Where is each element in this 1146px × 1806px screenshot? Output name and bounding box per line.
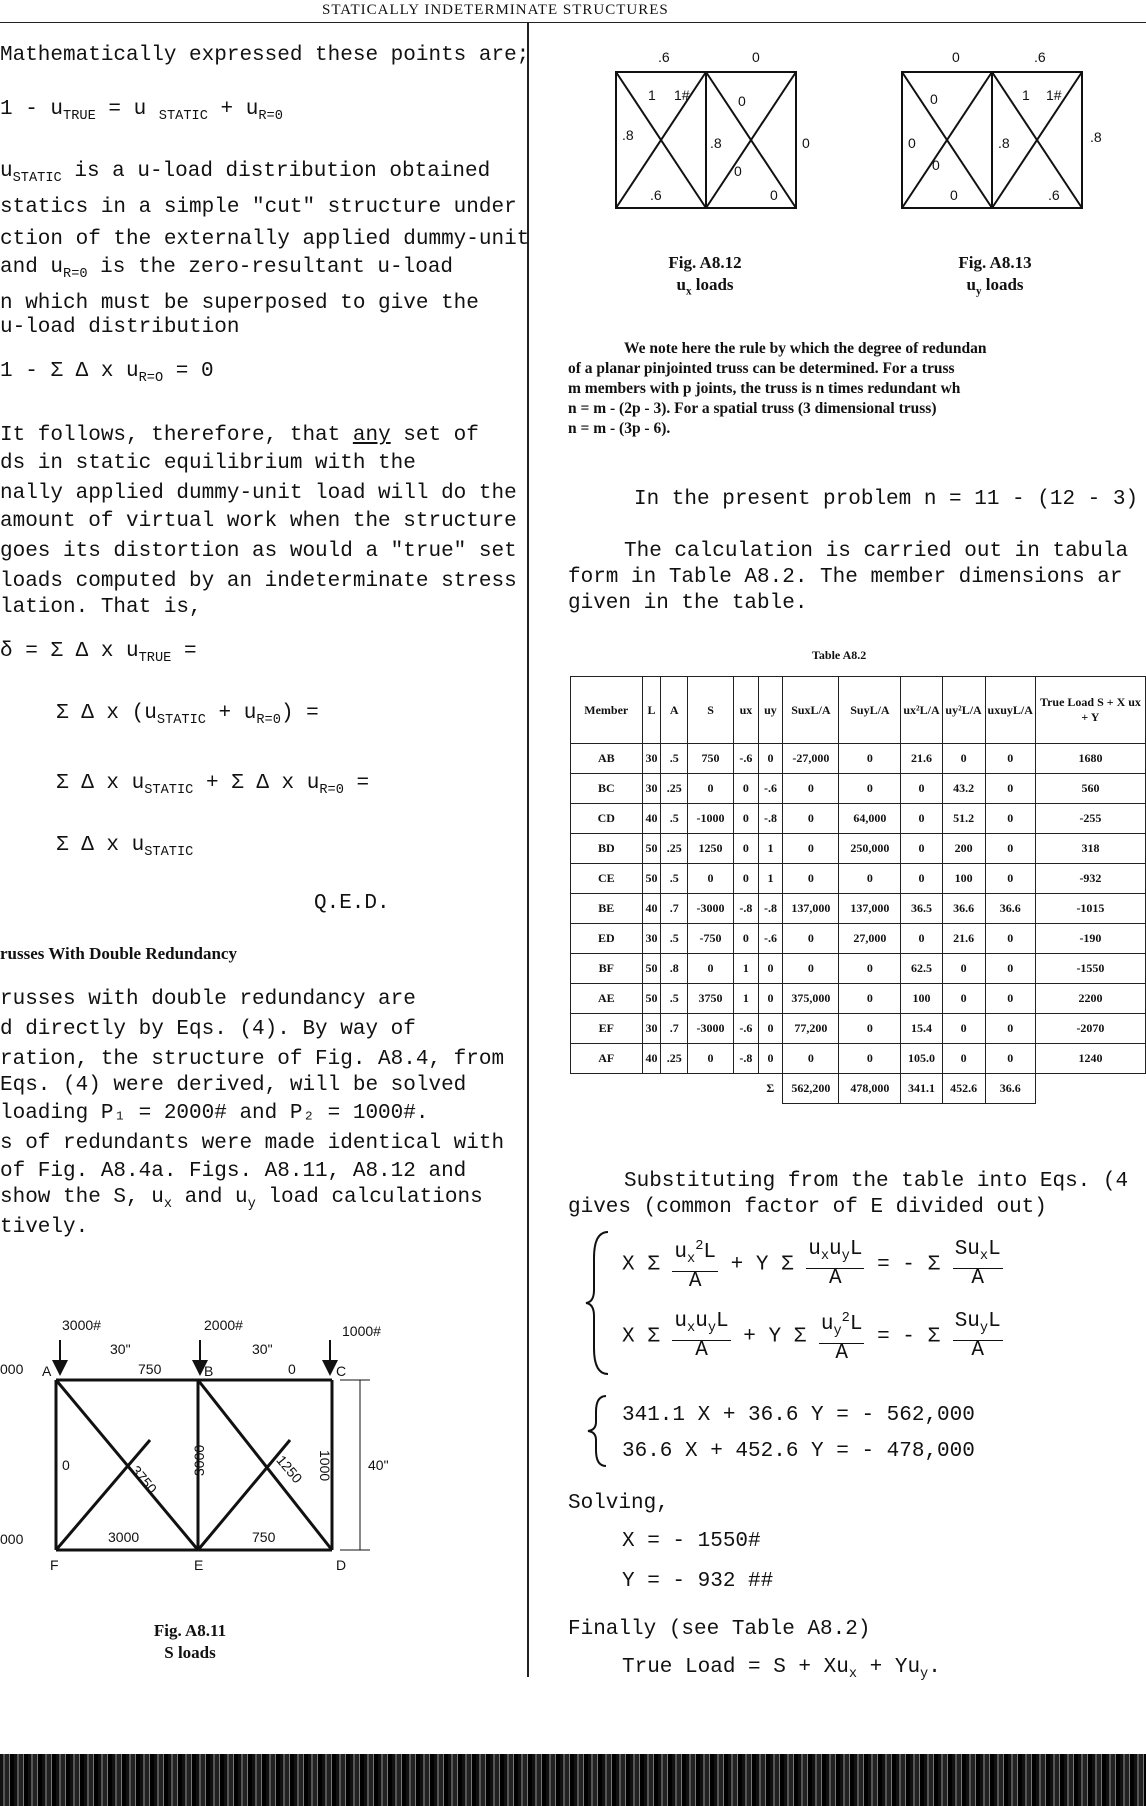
table-row bbox=[571, 834, 1146, 864]
table-cell: 0 bbox=[783, 834, 839, 864]
matrix-eq-row-2: X Σ $\frac{u_xu_yL}{A}$ + Y Σ $\frac{u_y^2L}{A}$ = - Σ $\frac{Su_yL}{A}$ bbox=[622, 1310, 1001, 1366]
virtual-work-eq-1: δ = Σ Δ x $u_{TRUE}$ = bbox=[0, 640, 197, 667]
table-cell: 1 bbox=[734, 954, 759, 984]
table-cell: -750 bbox=[687, 924, 733, 954]
table-cell: 0 bbox=[901, 774, 942, 804]
member-label: 3750 bbox=[127, 1462, 161, 1497]
table-cell: .25 bbox=[661, 834, 688, 864]
col-header: L bbox=[642, 677, 661, 744]
table-cell: 50 bbox=[642, 864, 661, 894]
table-cell: 0 bbox=[758, 954, 783, 984]
table-cell: 375,000 bbox=[783, 984, 839, 1014]
fig-label: .8 bbox=[998, 135, 1010, 151]
table-row bbox=[571, 864, 1146, 894]
table-cell: .5 bbox=[661, 804, 688, 834]
table-cell: 40 bbox=[642, 894, 661, 924]
fig-a8-12-truss bbox=[600, 48, 820, 208]
table-cell: -190 bbox=[1035, 924, 1145, 954]
fig-label: 0 bbox=[802, 135, 810, 151]
rule-line-5: n = m - (3p - 6). bbox=[568, 420, 671, 437]
col-header: SuxL/A bbox=[783, 677, 839, 744]
table-cell: 0 bbox=[901, 924, 942, 954]
table-row bbox=[571, 894, 1146, 924]
table-row bbox=[571, 984, 1146, 1014]
table-cell: .5 bbox=[661, 984, 688, 1014]
sum-cell: 478,000 bbox=[839, 1074, 901, 1104]
table-cell: 0 bbox=[839, 1014, 901, 1044]
table-cell: -932 bbox=[1035, 864, 1145, 894]
dim-label: 30" bbox=[110, 1341, 131, 1357]
table-cell: 0 bbox=[758, 984, 783, 1014]
rule-line-2: of a planar pinjointed truss can be determined. For a truss bbox=[568, 360, 955, 377]
para-line-2: d directly by Eqs. (4). By way of bbox=[0, 1018, 416, 1041]
member-label: 0 bbox=[62, 1457, 70, 1473]
para-line-6: s of redundants were made identical with bbox=[0, 1132, 505, 1155]
table-cell: 0 bbox=[839, 774, 901, 804]
table-row bbox=[571, 1044, 1146, 1074]
table-cell: BC bbox=[571, 774, 643, 804]
true-load-formula: True Load = $S + Xu_x + Yu_y$. bbox=[622, 1656, 941, 1683]
table-cell: 137,000 bbox=[783, 894, 839, 924]
solving-label: Solving, bbox=[568, 1492, 669, 1515]
table-cell: -1015 bbox=[1035, 894, 1145, 924]
table-cell: 0 bbox=[734, 804, 759, 834]
col-header: SuyL/A bbox=[839, 677, 901, 744]
left-line-5: ction of the externally applied dummy-unit bbox=[0, 228, 530, 251]
table-cell: 0 bbox=[687, 954, 733, 984]
table-cell: 30 bbox=[642, 1014, 661, 1044]
fig-label: 1# bbox=[1046, 87, 1062, 103]
table-cell: .7 bbox=[661, 894, 688, 924]
present-problem: In the present problem n = 11 - (12 - 3) bbox=[634, 488, 1139, 511]
reaction-label: 000 bbox=[0, 1361, 24, 1377]
table-cell: 200 bbox=[942, 834, 985, 864]
table-cell: -27,000 bbox=[783, 744, 839, 774]
finally-line: Finally (see Table A8.2) bbox=[568, 1618, 871, 1641]
table-cell: 50 bbox=[642, 954, 661, 984]
subst-line-1: Substituting from the table into Eqs. (4 bbox=[624, 1170, 1129, 1193]
fig-label: .6 bbox=[1048, 187, 1060, 203]
running-header bbox=[0, 0, 1146, 23]
fig-label: .8 bbox=[622, 127, 634, 143]
para-line-1: russes with double redundancy are bbox=[0, 988, 416, 1011]
table-cell: 0 bbox=[942, 954, 985, 984]
table-cell: 0 bbox=[783, 1044, 839, 1074]
table-cell: 21.6 bbox=[942, 924, 985, 954]
left-brace-2 bbox=[584, 1392, 614, 1472]
fig-a8-13-truss bbox=[886, 48, 1106, 208]
fig-label: 0 bbox=[908, 135, 916, 151]
calc-line-3: given in the table. bbox=[568, 592, 808, 615]
table-cell: 0 bbox=[839, 954, 901, 984]
table-cell: 0 bbox=[942, 984, 985, 1014]
table-cell: 0 bbox=[734, 924, 759, 954]
equation-u-true: $1 - u_{TRUE} = u$ $_{STATIC} + u_{R=0}$ bbox=[0, 98, 283, 125]
table-cell: 40 bbox=[642, 804, 661, 834]
table-cell: 0 bbox=[985, 834, 1035, 864]
sum-cell: 36.6 bbox=[985, 1074, 1035, 1104]
column-divider bbox=[527, 22, 529, 1677]
table-cell: 0 bbox=[687, 864, 733, 894]
left-line-14: goes its distortion as would a "true" set bbox=[0, 540, 517, 563]
left-line-1: Mathematically expressed these points are; bbox=[0, 44, 530, 67]
table-cell: 100 bbox=[901, 984, 942, 1014]
col-header: ux²L/A bbox=[901, 677, 942, 744]
left-line-8: u-load distribution bbox=[0, 316, 240, 339]
table-cell: 0 bbox=[758, 1014, 783, 1044]
table-cell: 0 bbox=[985, 744, 1035, 774]
calc-line-2: form in Table A8.2. The member dimensions ar bbox=[568, 566, 1123, 589]
equation-sum-zero: 1 - Σ Δ x $u_{R=O} = 0$ bbox=[0, 360, 214, 387]
table-cell: 0 bbox=[734, 774, 759, 804]
table-cell: ED bbox=[571, 924, 643, 954]
fig-label: .8 bbox=[1090, 129, 1102, 145]
solution-y: Y = - 932 ## bbox=[622, 1570, 774, 1593]
left-line-13: amount of virtual work when the structure bbox=[0, 510, 517, 533]
table-cell: 0 bbox=[985, 924, 1035, 954]
reaction-label: 000 bbox=[0, 1531, 24, 1547]
table-cell: EF bbox=[571, 1014, 643, 1044]
table-header-row bbox=[571, 677, 1146, 744]
table-cell: -.6 bbox=[758, 924, 783, 954]
fig-a8-13-caption: Fig. A8.13 $u_y$ loads bbox=[958, 253, 1032, 298]
table-cell: 3750 bbox=[687, 984, 733, 1014]
fig-label: 0 bbox=[950, 187, 958, 203]
table-cell: -.8 bbox=[758, 804, 783, 834]
member-ce-part bbox=[198, 1440, 290, 1550]
col-header: Member bbox=[571, 677, 643, 744]
table-cell: 0 bbox=[734, 864, 759, 894]
table-cell: 560 bbox=[1035, 774, 1145, 804]
table-cell: BE bbox=[571, 894, 643, 924]
table-cell: 0 bbox=[901, 834, 942, 864]
table-cell: 30 bbox=[642, 924, 661, 954]
table-cell: -255 bbox=[1035, 804, 1145, 834]
col-header: ux bbox=[734, 677, 759, 744]
node-label: A bbox=[42, 1363, 52, 1379]
table-cell: 64,000 bbox=[839, 804, 901, 834]
table-cell: BD bbox=[571, 834, 643, 864]
table-cell: 1680 bbox=[1035, 744, 1145, 774]
qed: Q.E.D. bbox=[314, 892, 390, 915]
table-cell: 62.5 bbox=[901, 954, 942, 984]
table-cell: 27,000 bbox=[839, 924, 901, 954]
table-cell: 0 bbox=[942, 1014, 985, 1044]
member-label: 750 bbox=[138, 1361, 162, 1377]
table-cell: 0 bbox=[734, 834, 759, 864]
table-row bbox=[571, 744, 1146, 774]
table-row bbox=[571, 804, 1146, 834]
left-line-7: n which must be superposed to give the bbox=[0, 292, 479, 315]
table-cell: -.6 bbox=[758, 774, 783, 804]
col-header: uy²L/A bbox=[942, 677, 985, 744]
left-line-16: lation. That is, bbox=[0, 596, 202, 619]
col-header: uy bbox=[758, 677, 783, 744]
table-cell: 40 bbox=[642, 1044, 661, 1074]
numeric-eq-2: 36.6 X + 452.6 Y = - 478,000 bbox=[622, 1440, 975, 1463]
para-line-5: loading P₁ = 2000# and P₂ = 1000#. bbox=[0, 1102, 429, 1125]
table-cell: 0 bbox=[839, 864, 901, 894]
subst-line-2: gives (common factor of E divided out) bbox=[568, 1196, 1047, 1219]
table-cell: CE bbox=[571, 864, 643, 894]
table-cell: 36.6 bbox=[985, 894, 1035, 924]
table-cell: 1240 bbox=[1035, 1044, 1145, 1074]
col-header: True Load S + X ux + Y bbox=[1035, 677, 1145, 744]
para-line-8: show the S, $u_x$ and $u_y$ load calculations bbox=[0, 1186, 483, 1213]
rule-line-4: n = m - (2p - 3). For a spatial truss (3 dimensional truss) bbox=[568, 400, 937, 417]
table-row bbox=[571, 1014, 1146, 1044]
member-label: 1250 bbox=[273, 1451, 306, 1487]
table-cell: 0 bbox=[985, 1014, 1035, 1044]
table-cell: 0 bbox=[783, 804, 839, 834]
table-cell: 0 bbox=[758, 744, 783, 774]
table-cell: .25 bbox=[661, 1044, 688, 1074]
table-cell: 318 bbox=[1035, 834, 1145, 864]
left-brace bbox=[584, 1228, 614, 1378]
sum-cell: 452.6 bbox=[942, 1074, 985, 1104]
table-cell: 0 bbox=[783, 864, 839, 894]
fig-label: 0 bbox=[734, 163, 742, 179]
table-cell: 0 bbox=[985, 864, 1035, 894]
fig-label: 0 bbox=[738, 93, 746, 109]
calc-line-1: The calculation is carried out in tabula bbox=[624, 540, 1129, 563]
table-cell: -.6 bbox=[734, 1014, 759, 1044]
sum-cell: 562,200 bbox=[783, 1074, 839, 1104]
table-cell: CD bbox=[571, 804, 643, 834]
table-cell: 1 bbox=[734, 984, 759, 1014]
left-line-4: statics in a simple "cut" structure under bbox=[0, 196, 517, 219]
table-cell: 0 bbox=[839, 1044, 901, 1074]
dim-label: 40" bbox=[368, 1457, 389, 1473]
section-heading: russes With Double Redundancy bbox=[0, 944, 237, 963]
table-cell: 77,200 bbox=[783, 1014, 839, 1044]
left-line-15: loads computed by an indeterminate stress bbox=[0, 570, 517, 593]
table-cell: 0 bbox=[901, 804, 942, 834]
table-cell: 0 bbox=[783, 954, 839, 984]
table-cell: 0 bbox=[758, 1044, 783, 1074]
table-cell: 1 bbox=[758, 864, 783, 894]
table-cell: 15.4 bbox=[901, 1014, 942, 1044]
table-cell: 2200 bbox=[1035, 984, 1145, 1014]
table-cell: BF bbox=[571, 954, 643, 984]
para-line-9: tively. bbox=[0, 1216, 89, 1239]
table-cell: 0 bbox=[901, 864, 942, 894]
table-cell: 0 bbox=[985, 954, 1035, 984]
load-label: 2000# bbox=[204, 1317, 243, 1333]
member-label: 3000 bbox=[108, 1529, 140, 1545]
numeric-eq-1: 341.1 X + 36.6 Y = - 562,000 bbox=[622, 1404, 975, 1427]
scan-noise-band bbox=[0, 1754, 1146, 1806]
table-cell: 50 bbox=[642, 984, 661, 1014]
table-title: Table A8.2 bbox=[812, 648, 867, 662]
node-label: C bbox=[336, 1363, 347, 1379]
fig-label: 0 bbox=[770, 187, 778, 203]
virtual-work-eq-4: Σ Δ x $u_{STATIC}$ bbox=[56, 834, 194, 861]
fig-label: .6 bbox=[1034, 49, 1046, 65]
sum-cell: 341.1 bbox=[901, 1074, 942, 1104]
table-cell: 750 bbox=[687, 744, 733, 774]
table-cell: -2070 bbox=[1035, 1014, 1145, 1044]
table-row bbox=[571, 924, 1146, 954]
member-label: 3000 bbox=[191, 1444, 207, 1476]
rule-line-3: m members with p joints, the truss is n times redundant wh bbox=[568, 380, 961, 397]
table-cell: 50 bbox=[642, 834, 661, 864]
member-label: 1000 bbox=[317, 1450, 333, 1482]
member-label: 0 bbox=[288, 1361, 296, 1377]
load-label: 1000# bbox=[342, 1323, 381, 1339]
rule-line-1: We note here the rule by which the degree of redundan bbox=[624, 340, 987, 357]
left-line-11: ds in static equilibrium with the bbox=[0, 452, 416, 475]
table-cell: 21.6 bbox=[901, 744, 942, 774]
sum-label: Σ bbox=[766, 1081, 775, 1096]
table-cell: 0 bbox=[985, 984, 1035, 1014]
table-cell: -.6 bbox=[734, 744, 759, 774]
left-line-6: and $u_{R=0}$ is the zero-resultant u-load bbox=[0, 256, 454, 283]
table-cell: 0 bbox=[839, 744, 901, 774]
left-line-10: It follows, therefore, that any set of bbox=[0, 424, 479, 447]
col-header: S bbox=[687, 677, 733, 744]
table-cell: -3000 bbox=[687, 894, 733, 924]
header-title: STATICALLY INDETERMINATE STRUCTURES bbox=[322, 2, 669, 18]
table-cell: -.8 bbox=[758, 894, 783, 924]
table-cell: 0 bbox=[942, 744, 985, 774]
solution-x: X = - 1550# bbox=[622, 1530, 761, 1553]
table-cell: -.8 bbox=[734, 894, 759, 924]
para-line-4: Eqs. (4) were derived, will be solved bbox=[0, 1074, 467, 1097]
fig-label: .6 bbox=[658, 49, 670, 65]
table-cell: 30 bbox=[642, 744, 661, 774]
fig-label: .6 bbox=[650, 187, 662, 203]
fig-label: 0 bbox=[932, 157, 940, 173]
table-cell: .5 bbox=[661, 924, 688, 954]
member-label: 750 bbox=[252, 1529, 276, 1545]
table-cell: 51.2 bbox=[942, 804, 985, 834]
fig-a8-11-truss bbox=[0, 1300, 420, 1590]
left-line-12: nally applied dummy-unit load will do the bbox=[0, 482, 517, 505]
node-label: D bbox=[336, 1557, 347, 1573]
table-cell: 0 bbox=[783, 924, 839, 954]
table-cell: 30 bbox=[642, 774, 661, 804]
table-cell: 105.0 bbox=[901, 1044, 942, 1074]
table-cell: AF bbox=[571, 1044, 643, 1074]
table-cell: 0 bbox=[687, 1044, 733, 1074]
table-cell: -3000 bbox=[687, 1014, 733, 1044]
table-cell: 137,000 bbox=[839, 894, 901, 924]
table-cell: 0 bbox=[839, 984, 901, 1014]
table-cell: .5 bbox=[661, 744, 688, 774]
table-cell: .8 bbox=[661, 954, 688, 984]
table-cell: AE bbox=[571, 984, 643, 1014]
table-cell: -1000 bbox=[687, 804, 733, 834]
table-cell: 0 bbox=[687, 774, 733, 804]
virtual-work-eq-2: Σ Δ x $(u_{STATIC} + u_{R=0})$ = bbox=[56, 702, 319, 729]
node-label: F bbox=[50, 1557, 59, 1573]
table-cell: 36.6 bbox=[942, 894, 985, 924]
table-cell: 100 bbox=[942, 864, 985, 894]
left-line-3: $u_{STATIC}$ is a u-load distribution obtained bbox=[0, 160, 491, 187]
table-cell: 0 bbox=[985, 774, 1035, 804]
table-cell: 43.2 bbox=[942, 774, 985, 804]
table-cell: -1550 bbox=[1035, 954, 1145, 984]
fig-a8-12-caption: Fig. A8.12 $u_x$ loads bbox=[668, 253, 742, 298]
dim-label: 30" bbox=[252, 1341, 273, 1357]
table-cell: .25 bbox=[661, 774, 688, 804]
table-cell: 0 bbox=[942, 1044, 985, 1074]
node-label: B bbox=[204, 1363, 214, 1379]
table-cell: .5 bbox=[661, 864, 688, 894]
table-a8-2 bbox=[570, 676, 1146, 1104]
table-cell: .7 bbox=[661, 1014, 688, 1044]
virtual-work-eq-3: Σ Δ x $u_{STATIC} + \Sigma$ Δ x $u_{R=0}$ = bbox=[56, 772, 370, 799]
table-cell: 1 bbox=[758, 834, 783, 864]
table-row bbox=[571, 954, 1146, 984]
fig-label: .8 bbox=[710, 135, 722, 151]
fig-label: 0 bbox=[952, 49, 960, 65]
col-header: A bbox=[661, 677, 688, 744]
col-header: uxuyL/A bbox=[985, 677, 1035, 744]
node-label: E bbox=[194, 1557, 204, 1573]
table-cell: 36.5 bbox=[901, 894, 942, 924]
table-cell: AB bbox=[571, 744, 643, 774]
table-cell: 0 bbox=[985, 1044, 1035, 1074]
fig-label: 1 bbox=[1022, 87, 1030, 103]
table-sum-row bbox=[571, 1074, 1146, 1104]
table-cell: 0 bbox=[783, 774, 839, 804]
table-cell: 250,000 bbox=[839, 834, 901, 864]
table-cell: 0 bbox=[985, 804, 1035, 834]
load-label: 3000# bbox=[62, 1317, 101, 1333]
table-cell: -.8 bbox=[734, 1044, 759, 1074]
matrix-eq-row-1: X Σ $\frac{u_x^2L}{A}$ + Y Σ $\frac{u_xu_yL}{A}$ = - Σ $\frac{Su_xL}{A}$ bbox=[622, 1238, 1001, 1294]
table-cell: 1250 bbox=[687, 834, 733, 864]
para-line-3: ration, the structure of Fig. A8.4, from bbox=[0, 1048, 505, 1071]
fig-label: 1 bbox=[648, 87, 656, 103]
para-line-7: of Fig. A8.4a. Figs. A8.11, A8.12 and bbox=[0, 1160, 467, 1183]
fig-label: 0 bbox=[752, 49, 760, 65]
fig-label: 1# bbox=[674, 87, 690, 103]
fig-label: 0 bbox=[930, 91, 938, 107]
fig-a8-11-caption: Fig. A8.11 S loads bbox=[153, 1621, 227, 1662]
table-row bbox=[571, 774, 1146, 804]
